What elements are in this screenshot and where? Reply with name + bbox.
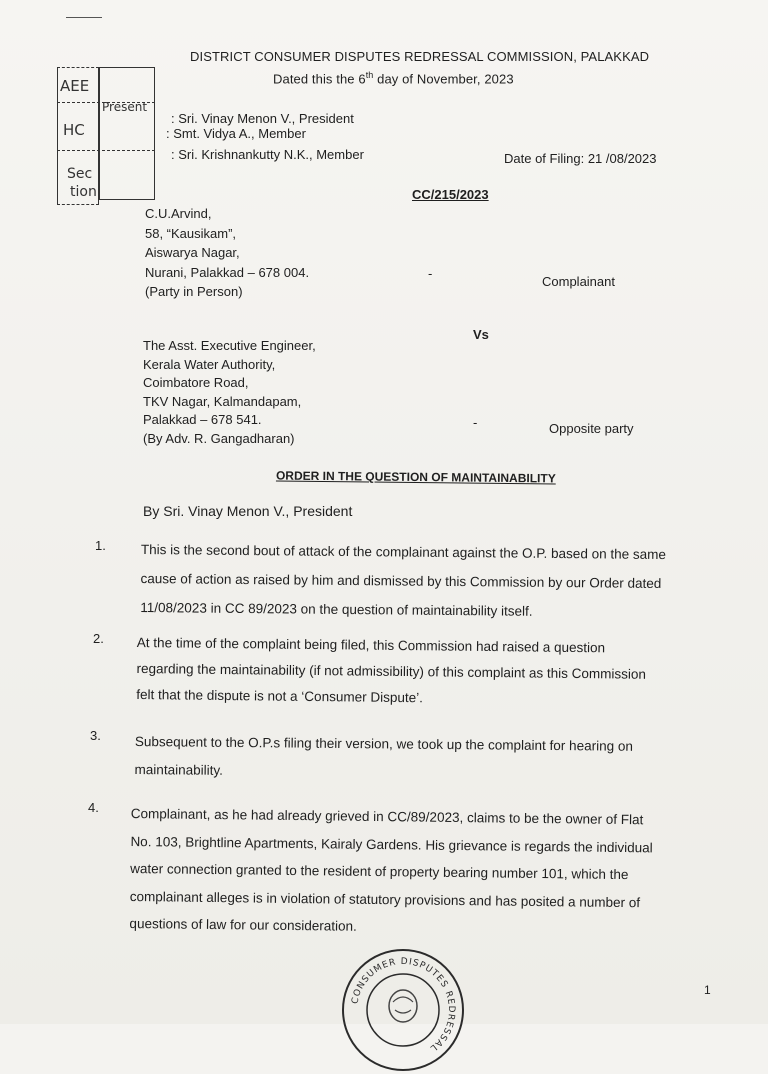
complainant-line: 58, “Kausikam”, bbox=[145, 225, 237, 241]
complainant-role: Complainant bbox=[542, 274, 615, 289]
paragraph-line: At the time of the complaint being filed, this Commission had raised a question bbox=[136, 634, 606, 656]
opposite-line: Palakkad – 678 541. bbox=[143, 412, 262, 427]
opposite-line: The Asst. Executive Engineer, bbox=[143, 338, 316, 353]
paragraph-line: questions of law for our consideration. bbox=[129, 915, 357, 934]
paragraph-line: No. 103, Brightline Apartments, Kairaly Gardens. His grievance is regards the individual bbox=[130, 833, 653, 855]
svg-text:CONSUMER DISPUTES REDRESSAL bbox=[350, 957, 456, 1053]
paragraph-number: 2. bbox=[93, 631, 104, 646]
paragraph-line: complainant alleges is in violation of statutory provisions and has posited a number of bbox=[129, 888, 641, 910]
paragraph-line: This is the second bout of attack of the complainant against the O.P. based on the same bbox=[140, 541, 666, 563]
bench-president: : Sri. Vinay Menon V., President bbox=[171, 111, 354, 126]
dated-sup: th bbox=[365, 70, 374, 80]
paragraph-number: 3. bbox=[90, 728, 101, 743]
by-line: By Sri. Vinay Menon V., President bbox=[143, 503, 353, 519]
stamp-present: Present bbox=[102, 100, 148, 114]
paragraph-line: felt that the dispute is not a ‘Consumer Dispute’. bbox=[136, 686, 423, 706]
paragraph-4 bbox=[129, 800, 715, 945]
stamp-sec: Sec bbox=[67, 166, 93, 182]
commission-seal-icon bbox=[339, 946, 467, 1074]
complainant-block bbox=[145, 204, 309, 302]
complainant-line: Aiswarya Nagar, bbox=[145, 245, 240, 260]
paragraph-number: 1. bbox=[95, 538, 106, 553]
order-title: ORDER IN THE QUESTION OF MAINTAINABILITY bbox=[275, 468, 556, 486]
paragraph-line: cause of action as raised by him and dismissed by this Commission by our Order dated bbox=[140, 570, 662, 591]
stamp-aee: AEE bbox=[60, 77, 90, 95]
stamp-hc: HC bbox=[63, 121, 85, 139]
bench-member-2: : Sri. Krishnankutty N.K., Member bbox=[171, 147, 364, 162]
opposite-role: Opposite party bbox=[549, 421, 634, 436]
versus: Vs bbox=[473, 327, 489, 342]
stamp-tion: tion bbox=[70, 184, 97, 200]
opposite-dash: - bbox=[473, 415, 478, 430]
paragraph-1 bbox=[140, 535, 713, 627]
paragraph-line: regarding the maintainability (if not admissibility) of this complaint as this Commission bbox=[136, 660, 647, 682]
case-number: CC/215/2023 bbox=[412, 187, 489, 202]
opposite-line: Kerala Water Authority, bbox=[143, 356, 276, 372]
paragraph-3 bbox=[134, 728, 713, 790]
bench-member-1: : Smt. Vidya A., Member bbox=[166, 126, 306, 141]
dated-day: 6 bbox=[358, 71, 366, 87]
top-mark bbox=[66, 17, 102, 18]
paragraph-line: Complainant, as he had already grieved in CC/89/2023, claims to be the owner of Flat bbox=[130, 805, 644, 828]
complainant-dash: - bbox=[428, 266, 433, 281]
opposite-line: Coimbatore Road, bbox=[143, 375, 249, 390]
dated-line bbox=[273, 70, 514, 86]
opposite-line: (By Adv. R. Gangadharan) bbox=[143, 430, 295, 446]
seal-text: CONSUMER DISPUTES REDRESSAL bbox=[350, 956, 457, 1054]
complainant-line: (Party in Person) bbox=[145, 284, 243, 299]
opposite-line: TKV Nagar, Kalmandapam, bbox=[143, 393, 302, 409]
paragraph-line: Subsequent to the O.P.s filing their version, we took up the complaint for hearing on bbox=[134, 733, 633, 754]
office-stamp bbox=[57, 67, 159, 205]
complainant-line: Nurani, Palakkad – 678 004. bbox=[145, 264, 310, 280]
paragraph-2 bbox=[136, 630, 711, 715]
page-number: 1 bbox=[704, 983, 711, 997]
complainant-line: C.U.Arvind, bbox=[145, 206, 212, 221]
paragraph-line: water connection granted to the resident of property bearing number 101, which the bbox=[130, 860, 629, 883]
paragraph-line: maintainability. bbox=[134, 761, 223, 778]
opposite-party-block bbox=[143, 337, 316, 448]
dated-prefix: Dated this the bbox=[273, 71, 355, 87]
commission-title: DISTRICT CONSUMER DISPUTES REDRESSAL COMMISSION, PALAKKAD bbox=[190, 49, 650, 64]
paragraph-line: 11/08/2023 in CC 89/2023 on the question of maintainability itself. bbox=[140, 599, 533, 619]
paragraph-number: 4. bbox=[88, 800, 99, 815]
date-of-filing: Date of Filing: 21 /08/2023 bbox=[504, 151, 657, 166]
dated-suffix: day of November, 2023 bbox=[377, 71, 514, 87]
